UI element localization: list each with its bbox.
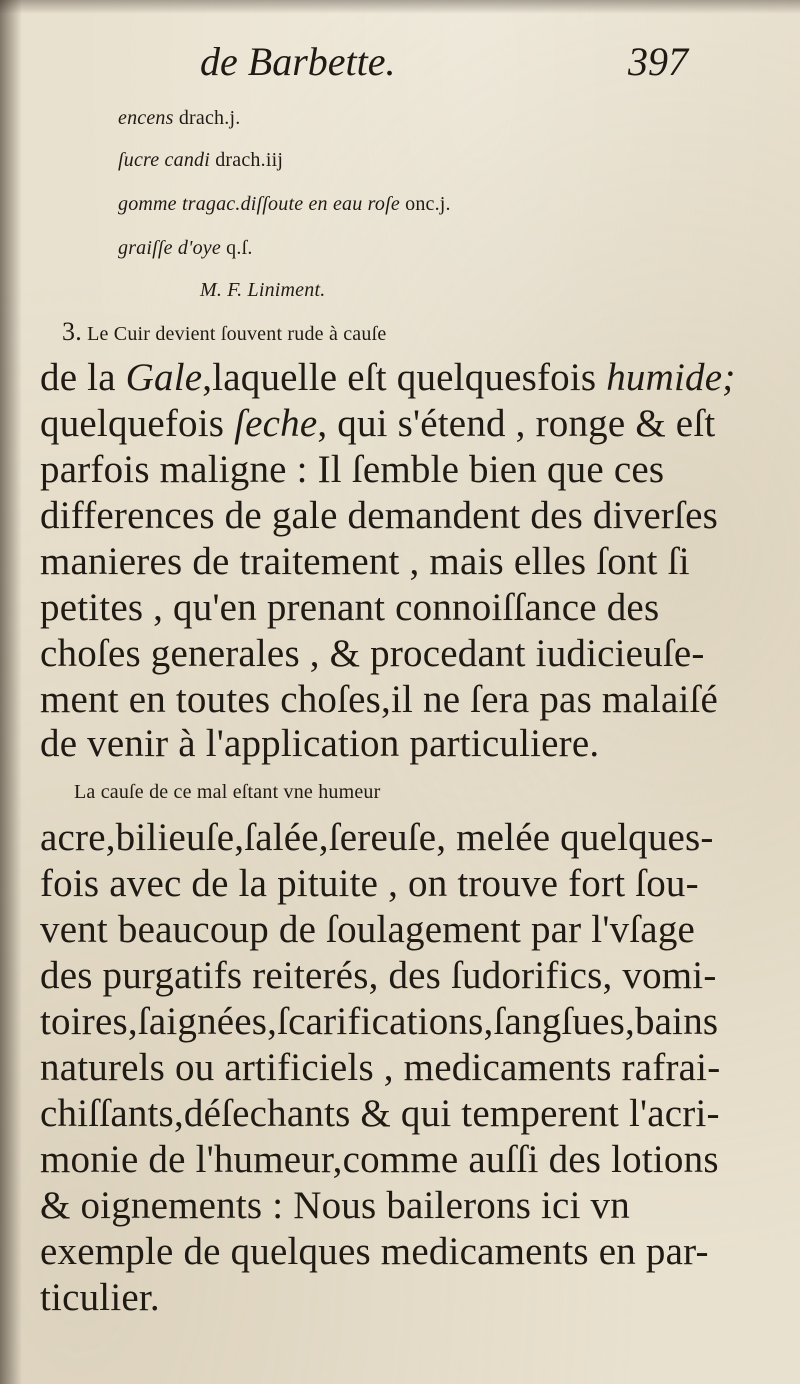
paragraph-2-line-10: & oignements : Nous bailerons ici vn xyxy=(40,1184,630,1227)
paragraph-2-line-7: naturels ou artificiels , medicaments rafrai- xyxy=(40,1046,721,1089)
paragraph-1-line-4: parfois maligne : Il ſemble bien que ces xyxy=(40,448,665,491)
paragraph-1-line-6: manieres de traitement , mais elles ſont ſi xyxy=(40,540,690,583)
recipe-ingredient: encens xyxy=(118,107,174,129)
paragraph-1-line-9: ment en toutes choſes,il ne ſera pas malaiſé xyxy=(40,678,719,721)
recipe-line-1 xyxy=(118,96,800,140)
paragraph-2-line-6: toires,ſaignées,ſcarifications,ſangſues,bains xyxy=(40,1000,719,1043)
paragraph-2-line-8: chiſſants,déſechants & qui temperent l'acri- xyxy=(40,1092,720,1135)
recipe-amount: drach.j. xyxy=(178,107,241,129)
paragraph-1-line-7: petites , qu'en prenant connoiſſance des xyxy=(40,586,660,629)
paragraph-2-line-3: fois avec de la pituite , on trouve fort ſou- xyxy=(40,862,699,905)
paragraph-2-line-9: monie de l'humeur,comme auſſi des lotions xyxy=(40,1138,719,1181)
paragraph-2-line-12: ticulier. xyxy=(40,1276,160,1319)
paragraph-2-line-1: La cauſe de ce mal eſtant vne humeur xyxy=(74,781,381,803)
recipe-ingredient: ſucre candi xyxy=(118,149,210,171)
text-run: quelquefois xyxy=(40,402,235,445)
term-seche: ſeche xyxy=(234,402,318,445)
paragraph-2-line-2: acre,bilieuſe,ſalée,ſereuſe, melée quelques- xyxy=(40,816,714,859)
paragraph-2-line-4: vent beaucoup de ſoulagement par l'vſage xyxy=(40,908,696,951)
running-head-title: de Barbette. xyxy=(200,39,396,84)
recipe-instruction: M. F. Liniment. xyxy=(200,279,326,301)
text-run: Le Cuir devient ſouvent rude à cauſe xyxy=(87,323,387,345)
text-run: de la xyxy=(40,356,126,399)
section-number: 3. xyxy=(62,317,82,346)
paragraph-1-line-10: de venir à l'application particuliere. xyxy=(40,722,600,765)
recipe-ingredient: gomme tragac.diſſoute en eau roſe xyxy=(118,193,400,215)
term-gale: Gale xyxy=(125,356,203,399)
paragraph-1-line-1 xyxy=(62,310,782,356)
paragraph-2-line-11: exemple de quelques medicaments en par- xyxy=(40,1230,709,1273)
paragraph-2-line-5: des purgatifs reiterés, des ſudorifics, vomi- xyxy=(40,954,717,997)
recipe-line-2 xyxy=(118,138,800,182)
paragraph-1-line-2 xyxy=(40,356,760,400)
page-number: 397 xyxy=(628,39,688,84)
recipe-amount: q.ſ. xyxy=(226,237,253,259)
text-run: , qui s'étend , ronge & eſt xyxy=(317,402,716,445)
recipe-ingredient: graiſſe d'oye xyxy=(118,237,221,259)
recipe-line-3 xyxy=(118,182,800,226)
recipe-amount: drach.iij xyxy=(215,149,284,171)
paragraph-1-line-5: differences de gale demandent des diverſes xyxy=(40,494,718,537)
paragraph-1-line-8: choſes generales , & procedant iudicieuſe- xyxy=(40,632,705,675)
recipe-amount: onc.j. xyxy=(405,193,451,215)
paragraph-1-line-3 xyxy=(40,402,760,446)
recipe-line-4 xyxy=(118,226,800,270)
text-run: ,laquelle eſt quelquesfois xyxy=(202,356,607,399)
term-humide: humide; xyxy=(606,356,736,399)
running-head xyxy=(200,38,700,94)
